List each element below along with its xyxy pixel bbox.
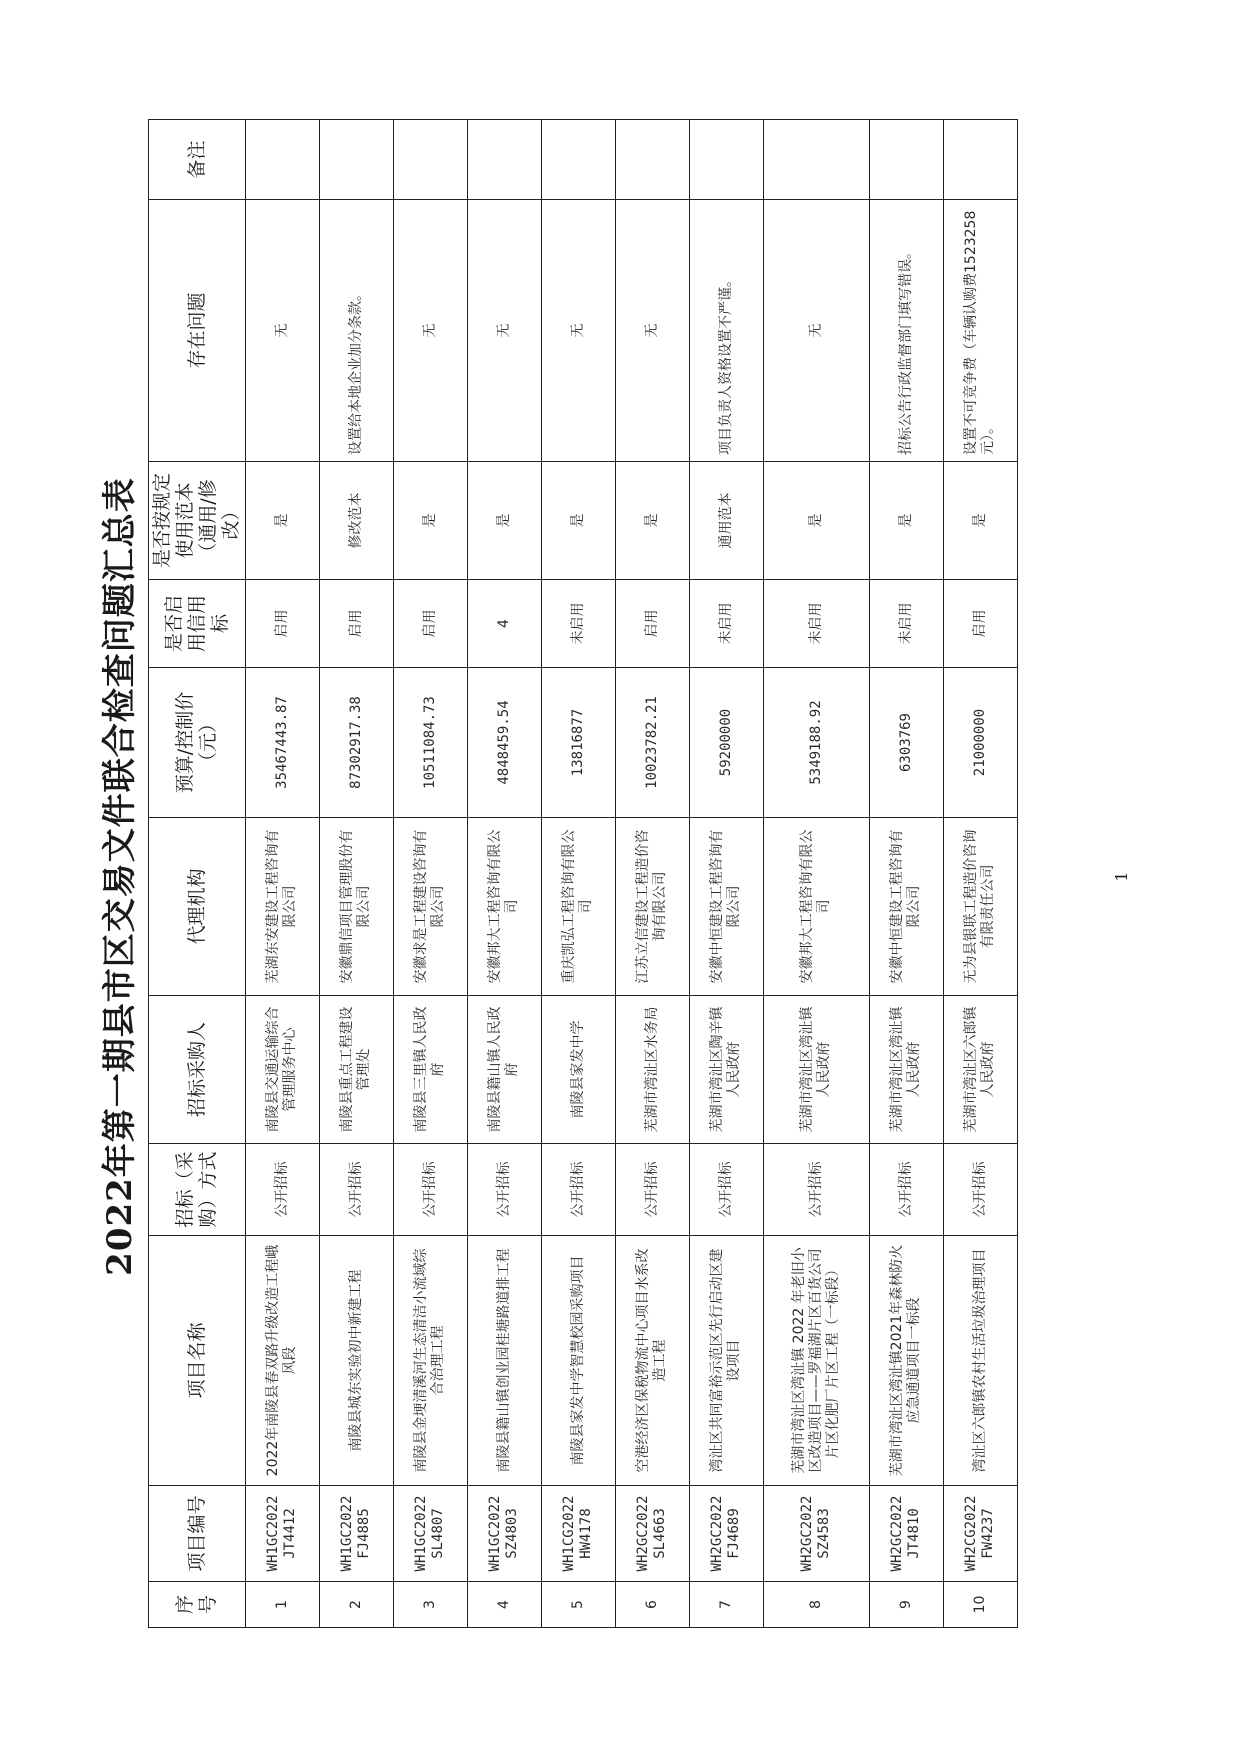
cell-purchaser: 南陵县交通运输综合管理服务中心 bbox=[246, 996, 320, 1144]
table-row bbox=[689, 120, 763, 1628]
cell-issues: 设置不可竞争费（车辆认购费1523258元）。 bbox=[943, 200, 1017, 462]
cell-template-usage: 是 bbox=[393, 462, 467, 580]
cell-project-name: 南陵县金埂清溪河生态清洁小流域综合治理工程 bbox=[393, 1236, 467, 1486]
cell-agency: 安徽中恒建设工程咨询有限公司 bbox=[870, 818, 944, 996]
cell-remarks bbox=[246, 120, 320, 200]
cell-issues: 项目负责人资格设置不严谨。 bbox=[689, 200, 763, 462]
cell-bid-method: 公开招标 bbox=[541, 1144, 615, 1236]
cell-template-usage: 修改范本 bbox=[319, 462, 393, 580]
cell-credit-bid: 未启用 bbox=[870, 580, 944, 668]
cell-credit-bid: 启用 bbox=[615, 580, 689, 668]
cell-issues: 设置给本地企业加分条款。 bbox=[319, 200, 393, 462]
table-row bbox=[541, 120, 615, 1628]
cell-issues: 招标公告行政监督部门填写错误。 bbox=[870, 200, 944, 462]
header-project-code: 项目编号 bbox=[149, 1486, 246, 1582]
cell-project-name: 空港经济区保税物流中心项目水系改造工程 bbox=[615, 1236, 689, 1486]
cell-project-code: WH1GC2022SL4807 bbox=[393, 1486, 467, 1582]
header-template-usage: 是否按规定使用范本（通用/修改） bbox=[149, 462, 246, 580]
cell-bid-method: 公开招标 bbox=[870, 1144, 944, 1236]
cell-issues: 无 bbox=[541, 200, 615, 462]
cell-purchaser: 芜湖市湾沚区水务局 bbox=[615, 996, 689, 1144]
cell-project-name: 南陵县籍山镇创业园桂塘路道排工程 bbox=[467, 1236, 541, 1486]
table-row bbox=[870, 120, 944, 1628]
cell-purchaser: 南陵县三里镇人民政府 bbox=[393, 996, 467, 1144]
page-number: 1 bbox=[1112, 871, 1131, 882]
header-credit-bid: 是否启用信用标 bbox=[149, 580, 246, 668]
cell-purchaser: 芜湖市湾沚区湾沚镇人民政府 bbox=[763, 996, 869, 1144]
cell-seq: 8 bbox=[763, 1582, 869, 1628]
cell-seq: 10 bbox=[943, 1582, 1017, 1628]
cell-credit-bid: 启用 bbox=[246, 580, 320, 668]
cell-project-name: 芜湖市湾沚区湾沚镇2021年森林防火应急通道项目一标段 bbox=[870, 1236, 944, 1486]
cell-project-code: WH1GC2022FJ4885 bbox=[319, 1486, 393, 1582]
cell-seq: 6 bbox=[615, 1582, 689, 1628]
cell-budget: 10511084.73 bbox=[393, 668, 467, 818]
cell-purchaser: 南陵县重点工程建设管理处 bbox=[319, 996, 393, 1144]
cell-remarks bbox=[689, 120, 763, 200]
header-issues: 存在问题 bbox=[149, 200, 246, 462]
cell-credit-bid: 启用 bbox=[319, 580, 393, 668]
cell-agency: 重庆凯弘工程咨询有限公司 bbox=[541, 818, 615, 996]
table-row bbox=[467, 120, 541, 1628]
cell-issues: 无 bbox=[763, 200, 869, 462]
cell-budget: 13816877 bbox=[541, 668, 615, 818]
cell-template-usage: 是 bbox=[246, 462, 320, 580]
cell-remarks bbox=[393, 120, 467, 200]
header-bid-method: 招标（采购）方式 bbox=[149, 1144, 246, 1236]
cell-credit-bid: 未启用 bbox=[689, 580, 763, 668]
cell-remarks bbox=[541, 120, 615, 200]
cell-issues: 无 bbox=[393, 200, 467, 462]
header-project-name: 项目名称 bbox=[149, 1236, 246, 1486]
inspection-summary-table bbox=[148, 119, 1018, 1628]
cell-agency: 安徽中恒建设工程咨询有限公司 bbox=[689, 818, 763, 996]
cell-agency: 芜湖东安建设工程咨询有限公司 bbox=[246, 818, 320, 996]
cell-agency: 安徽鼎信项目管理股份有限公司 bbox=[319, 818, 393, 996]
cell-bid-method: 公开招标 bbox=[689, 1144, 763, 1236]
cell-bid-method: 公开招标 bbox=[615, 1144, 689, 1236]
cell-seq: 3 bbox=[393, 1582, 467, 1628]
cell-seq: 5 bbox=[541, 1582, 615, 1628]
cell-project-code: WH2CG2022FW4237 bbox=[943, 1486, 1017, 1582]
cell-agency: 安徽邦大工程咨询有限公司 bbox=[763, 818, 869, 996]
cell-seq: 2 bbox=[319, 1582, 393, 1628]
document-title: 2022年第一期县市区交易文件联合检查问题汇总表 bbox=[100, 477, 140, 1276]
cell-budget: 6303769 bbox=[870, 668, 944, 818]
cell-project-code: WH2GC2022SL4663 bbox=[615, 1486, 689, 1582]
cell-agency: 江苏立信建设工程造价咨询有限公司 bbox=[615, 818, 689, 996]
cell-bid-method: 公开招标 bbox=[467, 1144, 541, 1236]
cell-purchaser: 芜湖市湾沚区湾沚镇人民政府 bbox=[870, 996, 944, 1144]
cell-agency: 安徽邦大工程咨询有限公司 bbox=[467, 818, 541, 996]
cell-issues: 无 bbox=[246, 200, 320, 462]
cell-remarks bbox=[763, 120, 869, 200]
cell-agency: 安徽求是工程建设咨询有限公司 bbox=[393, 818, 467, 996]
header-remarks: 备注 bbox=[149, 120, 246, 200]
cell-remarks bbox=[467, 120, 541, 200]
table-row bbox=[763, 120, 869, 1628]
cell-credit-bid: 未启用 bbox=[541, 580, 615, 668]
cell-project-name: 南陵县家发中学智慧校园采购项目 bbox=[541, 1236, 615, 1486]
table-row bbox=[943, 120, 1017, 1628]
cell-remarks bbox=[870, 120, 944, 200]
cell-project-name: 湾沚区共同富裕示范区先行启动区建设项目 bbox=[689, 1236, 763, 1486]
cell-template-usage: 是 bbox=[943, 462, 1017, 580]
cell-project-name: 2022年南陵县春双路升级改造工程峨风段 bbox=[246, 1236, 320, 1486]
cell-budget: 21000000 bbox=[943, 668, 1017, 818]
cell-seq: 4 bbox=[467, 1582, 541, 1628]
cell-template-usage: 是 bbox=[763, 462, 869, 580]
cell-agency: 无为县银联工程造价咨询有限责任公司 bbox=[943, 818, 1017, 996]
cell-project-code: WH2GC2022FJ4689 bbox=[689, 1486, 763, 1582]
cell-budget: 59200000 bbox=[689, 668, 763, 818]
cell-project-code: WH2GC2022SZ4583 bbox=[763, 1486, 869, 1582]
table-row bbox=[246, 120, 320, 1628]
cell-purchaser: 南陵县籍山镇人民政府 bbox=[467, 996, 541, 1144]
table-row bbox=[319, 120, 393, 1628]
cell-project-code: WH1CG2022HW4178 bbox=[541, 1486, 615, 1582]
cell-credit-bid: 未启用 bbox=[763, 580, 869, 668]
cell-issues: 无 bbox=[615, 200, 689, 462]
cell-seq: 7 bbox=[689, 1582, 763, 1628]
cell-bid-method: 公开招标 bbox=[246, 1144, 320, 1236]
header-purchaser: 招标采购人 bbox=[149, 996, 246, 1144]
cell-template-usage: 是 bbox=[467, 462, 541, 580]
cell-remarks bbox=[615, 120, 689, 200]
cell-template-usage: 是 bbox=[541, 462, 615, 580]
cell-project-code: WH1GC2022SZ4803 bbox=[467, 1486, 541, 1582]
cell-budget: 4848459.54 bbox=[467, 668, 541, 818]
header-budget: 预算/控制价（元） bbox=[149, 668, 246, 818]
cell-budget: 35467443.87 bbox=[246, 668, 320, 818]
cell-seq: 1 bbox=[246, 1582, 320, 1628]
cell-template-usage: 是 bbox=[615, 462, 689, 580]
table-row bbox=[615, 120, 689, 1628]
cell-purchaser: 南陵县家发中学 bbox=[541, 996, 615, 1144]
cell-credit-bid: 启用 bbox=[943, 580, 1017, 668]
cell-project-code: WH2GC2022JT4810 bbox=[870, 1486, 944, 1582]
cell-purchaser: 芜湖市湾沚区六郎镇人民政府 bbox=[943, 996, 1017, 1144]
header-seq: 序号 bbox=[149, 1582, 246, 1628]
cell-purchaser: 芜湖市湾沚区陶辛镇人民政府 bbox=[689, 996, 763, 1144]
cell-template-usage: 通用范本 bbox=[689, 462, 763, 580]
cell-bid-method: 公开招标 bbox=[393, 1144, 467, 1236]
table-row bbox=[393, 120, 467, 1628]
cell-bid-method: 公开招标 bbox=[763, 1144, 869, 1236]
cell-credit-bid: 4 bbox=[467, 580, 541, 668]
cell-remarks bbox=[319, 120, 393, 200]
cell-credit-bid: 启用 bbox=[393, 580, 467, 668]
cell-project-name: 湾沚区六郎镇农村生活垃圾治理项目 bbox=[943, 1236, 1017, 1486]
cell-budget: 87302917.38 bbox=[319, 668, 393, 818]
cell-budget: 10023782.21 bbox=[615, 668, 689, 818]
cell-bid-method: 公开招标 bbox=[319, 1144, 393, 1236]
cell-issues: 无 bbox=[467, 200, 541, 462]
cell-project-name: 芜湖市湾沚区湾沚镇 2022 年老旧小区改造项目——罗福湖片区百货公司片区化肥厂片区工程（一标段） bbox=[763, 1236, 869, 1486]
cell-project-code: WH1GC2022JT4412 bbox=[246, 1486, 320, 1582]
cell-bid-method: 公开招标 bbox=[943, 1144, 1017, 1236]
cell-seq: 9 bbox=[870, 1582, 944, 1628]
cell-project-name: 南陵县城东实验初中新建工程 bbox=[319, 1236, 393, 1486]
cell-template-usage: 是 bbox=[870, 462, 944, 580]
table-header-row bbox=[149, 120, 246, 1628]
cell-remarks bbox=[943, 120, 1017, 200]
header-agency: 代理机构 bbox=[149, 818, 246, 996]
cell-budget: 5349188.92 bbox=[763, 668, 869, 818]
